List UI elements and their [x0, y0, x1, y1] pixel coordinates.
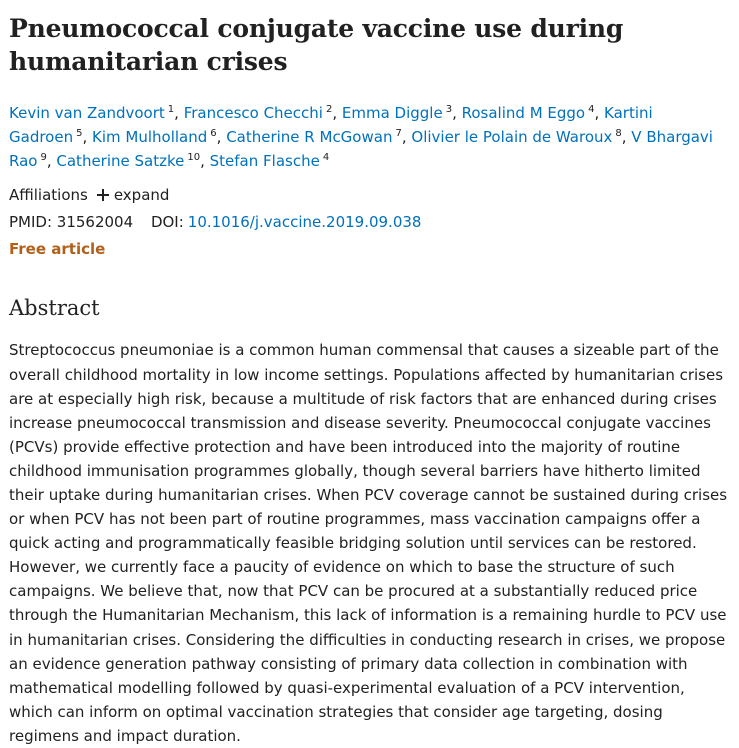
- author-affiliation-number: 5: [76, 128, 83, 139]
- author-link[interactable]: Emma Diggle $^3$: [341, 104, 453, 122]
- author-affiliation-number: 4: [588, 104, 595, 115]
- author-link[interactable]: Kim Mulholland $^6$: [92, 128, 217, 146]
- abstract-text: Streptococcus pneumoniae is a common human commensal that causes a sizeable part of the overall childhood mortality in low income settings. Populations affected by humanitarian crises are at especially high risk, because a multitude of risk factors that are enhanced during crises increase pneumococcal transmission and disease severity. Pneumococcal conjugate vaccines (PCVs) provide effective protection and have been introduced into the majority of routine childhood immunisation programmes globally, though several barriers have hitherto limited their uptake during humanitarian crises. When PCV coverage cannot be sustained during crises or when PCV has not been part of routine programmes, mass vaccination campaigns offer a quick acting and programmatically feasible bridging solution until services can be restored. However, we currently face a paucity of evidence on which to base the structure of such campaigns. We believe that, now that PCV can be procured at a substantially reduced price through the Humanitarian Mechanism, this lack of information is a remaining hurdle to PCV use in humanitarian crises. Considering the difficulties in conducting research in crises, we propose an evidence generation pathway consisting of primary data collection in combination with mathematical modelling followed by quasi-experimental evaluation of a PCV intervention, which can inform on optimal vaccination strategies that consider age targeting, dosing regimens and impact duration.: [9, 341, 728, 745]
- pmid-value: 31562004: [56, 213, 134, 231]
- author-affiliation-number: 3: [445, 104, 453, 115]
- author-affiliation-number: 9: [40, 152, 47, 163]
- plus-icon: [97, 189, 109, 201]
- author-link[interactable]: Rosalind M Eggo $^4$: [461, 104, 595, 122]
- author-list: Kevin van Zandvoort $^1$, Francesco Checchi $^2$, Emma Diggle $^3$, Rosalind M Eggo $^4$, Kartini Gadroen $^5$, Kim Mulholland $^6$, Catherine R McGowan $^7$, Olivier le Polain de Waroux $^8$, V Bhargavi Rao $^9$, Catherine Satzke $^{10}$, Stefan Flasche $^4$: [9, 104, 713, 170]
- author-affiliation-number: 2: [325, 104, 333, 115]
- author-link[interactable]: Catherine Satzke $^{10}$: [56, 152, 201, 170]
- author-affiliation-number: 10: [187, 152, 201, 163]
- article-page: [9, 0, 731, 748]
- author-link[interactable]: Olivier le Polain de Waroux $^8$: [411, 128, 622, 146]
- author-link[interactable]: Stefan Flasche $^4$: [209, 152, 330, 170]
- author-affiliation-number: 6: [210, 128, 217, 139]
- author-link[interactable]: Catherine R McGowan $^7$: [226, 128, 402, 146]
- author-link[interactable]: Kartini Gadroen $^5$: [9, 104, 653, 146]
- doi-link[interactable]: 10.1016/j.vaccine.2019.09.038: [187, 213, 422, 231]
- expand-label: expand: [113, 186, 170, 204]
- article-title: Pneumococcal conjugate vaccine use during humanitarian crises: [9, 14, 624, 76]
- pmid-label: PMID:: [9, 213, 53, 231]
- author-link[interactable]: Kevin van Zandvoort $^1$: [9, 104, 175, 122]
- author-affiliation-number: 7: [395, 128, 402, 139]
- affiliations-label: Affiliations: [9, 186, 88, 204]
- author-link[interactable]: Francesco Checchi $^2$: [183, 104, 333, 122]
- free-article-badge: Free article: [9, 240, 106, 258]
- article-identifiers: [9, 212, 731, 232]
- doi-label: DOI:: [150, 213, 184, 231]
- author-link[interactable]: V Bhargavi Rao $^9$: [9, 128, 713, 170]
- affiliations-toggle[interactable]: [9, 185, 731, 205]
- author-affiliation-number: 1: [167, 104, 175, 115]
- author-affiliation-number: 4: [322, 152, 330, 163]
- author-affiliation-number: 8: [615, 128, 622, 139]
- abstract-heading: Abstract: [9, 296, 100, 320]
